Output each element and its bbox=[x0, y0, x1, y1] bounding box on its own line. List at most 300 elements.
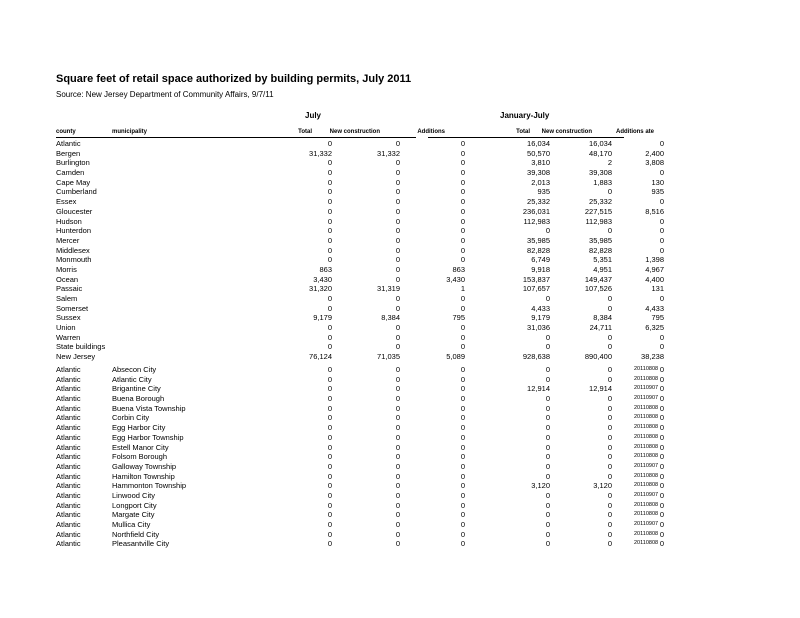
table-cell: 0 bbox=[327, 216, 332, 226]
table-cell: 935 bbox=[537, 187, 550, 197]
table-cell: 0 bbox=[395, 139, 400, 148]
table-cell: 0 bbox=[607, 500, 612, 510]
table-cell: Galloway Township bbox=[112, 461, 177, 471]
col-additions-ytd: Additions ate bbox=[615, 129, 654, 135]
table-cell: Bergen bbox=[56, 148, 81, 158]
table-cell: 20110907 bbox=[634, 395, 659, 402]
source-note: Source: New Jersey Department of Community Affairs, 9/7/11 bbox=[56, 90, 274, 99]
table-cell: 0 bbox=[327, 384, 332, 394]
table-cell: 112,983 bbox=[523, 216, 550, 226]
table-row bbox=[56, 226, 676, 236]
table-row bbox=[56, 462, 676, 472]
table-cell: 0 bbox=[545, 342, 550, 352]
table-cell: 0 bbox=[607, 394, 612, 404]
table-row bbox=[56, 178, 676, 188]
table-cell: 236,031 bbox=[522, 206, 550, 216]
col-total: Total bbox=[298, 129, 312, 135]
table-row bbox=[56, 197, 676, 207]
table-cell: 863 bbox=[319, 264, 332, 274]
col-additions: Additions bbox=[417, 129, 445, 135]
table-cell: 20110907 bbox=[634, 521, 659, 527]
table-cell: 0 bbox=[327, 490, 332, 500]
table-row bbox=[56, 530, 676, 540]
table-row bbox=[56, 323, 676, 333]
table-cell: 0 bbox=[327, 432, 332, 442]
table-cell: Atlantic bbox=[56, 461, 81, 471]
table-cell: Atlantic bbox=[56, 374, 81, 384]
table-cell: 0 bbox=[460, 500, 465, 510]
table-cell: 0 bbox=[460, 197, 465, 207]
table-cell: 0 bbox=[395, 520, 400, 529]
table-cell: 0 bbox=[460, 303, 465, 313]
table-cell: 0 bbox=[460, 294, 465, 303]
table-cell: 8,516 bbox=[645, 206, 664, 216]
table-cell: 0 bbox=[545, 452, 550, 462]
table-cell: 0 bbox=[607, 461, 612, 471]
table-cell: Atlantic bbox=[56, 432, 81, 442]
table-cell: 4,967 bbox=[645, 264, 664, 274]
table-row bbox=[56, 217, 676, 227]
table-cell: 0 bbox=[545, 461, 550, 471]
column-headers bbox=[56, 129, 656, 137]
table-cell: 0 bbox=[395, 226, 400, 236]
table-cell: 0 bbox=[395, 235, 400, 245]
table-cell: 20110808 bbox=[634, 366, 659, 372]
table-cell: 0 bbox=[659, 197, 664, 207]
table-cell: 0 bbox=[395, 303, 400, 313]
table-cell: 0 bbox=[395, 403, 400, 413]
table-cell: 0 bbox=[395, 365, 400, 374]
table-cell: 0 bbox=[460, 226, 465, 236]
table-cell: 20110907 bbox=[634, 491, 659, 498]
table-cell: 0 bbox=[395, 471, 400, 481]
table-cell: 0 bbox=[659, 384, 664, 394]
table-cell: 3,808 bbox=[645, 158, 664, 168]
table-cell: Burlington bbox=[56, 158, 90, 168]
table-cell: 0 bbox=[659, 235, 664, 245]
table-cell: 227,515 bbox=[584, 206, 612, 216]
table-cell: Atlantic bbox=[56, 394, 81, 404]
table-cell: 0 bbox=[607, 520, 612, 529]
table-cell: 0 bbox=[607, 413, 612, 423]
table-cell: 0 bbox=[460, 374, 465, 384]
table-cell: 31,320 bbox=[309, 284, 332, 294]
table-cell: 0 bbox=[659, 510, 664, 520]
table-cell: 0 bbox=[460, 539, 465, 549]
header-rule-july bbox=[56, 137, 416, 138]
table-cell: 0 bbox=[327, 510, 332, 520]
table-cell: 0 bbox=[659, 471, 664, 481]
table-cell: 107,526 bbox=[584, 284, 612, 294]
table-cell: Estell Manor City bbox=[112, 442, 169, 452]
table-cell: Atlantic bbox=[56, 452, 81, 462]
table-cell: 0 bbox=[659, 520, 664, 529]
table-cell: 0 bbox=[545, 529, 550, 539]
table-cell: 35,985 bbox=[527, 235, 550, 245]
table-cell: 0 bbox=[395, 413, 400, 423]
table-cell: Salem bbox=[56, 294, 78, 303]
table-cell: 0 bbox=[327, 235, 332, 245]
table-cell: 0 bbox=[327, 177, 332, 187]
table-cell: 0 bbox=[659, 529, 664, 539]
table-row bbox=[56, 452, 676, 462]
table-cell: 3,430 bbox=[313, 274, 332, 284]
table-cell: 0 bbox=[607, 539, 612, 549]
table-cell: Atlantic bbox=[56, 539, 81, 549]
table-cell: 3,120 bbox=[531, 481, 550, 491]
table-cell: 0 bbox=[607, 452, 612, 462]
table-cell: 0 bbox=[607, 471, 612, 481]
table-cell: 0 bbox=[659, 481, 664, 491]
table-row bbox=[56, 433, 676, 443]
table-cell: 0 bbox=[327, 226, 332, 236]
table-cell: 0 bbox=[460, 365, 465, 374]
table-row bbox=[56, 352, 676, 362]
table-cell: 0 bbox=[607, 529, 612, 539]
table-cell: 0 bbox=[327, 245, 332, 255]
table-cell: 0 bbox=[327, 187, 332, 197]
table-cell: 6,749 bbox=[531, 255, 550, 265]
table-cell: 12,914 bbox=[589, 384, 612, 394]
table-cell: 0 bbox=[659, 539, 664, 549]
table-cell: 3,810 bbox=[531, 158, 550, 168]
table-cell: 0 bbox=[395, 432, 400, 442]
table-cell: 0 bbox=[545, 332, 550, 342]
table-cell: Hammonton Township bbox=[112, 481, 187, 491]
table-cell: Linwood City bbox=[112, 490, 155, 500]
table-cell: 0 bbox=[659, 168, 664, 178]
table-cell: 8,384 bbox=[381, 313, 400, 323]
table-cell: 0 bbox=[659, 216, 664, 226]
table-cell: 0 bbox=[460, 323, 465, 333]
col-total-ytd: Total bbox=[516, 129, 530, 135]
table-cell: 0 bbox=[545, 374, 550, 384]
table-cell: 2 bbox=[607, 158, 612, 168]
table-cell: 0 bbox=[327, 452, 332, 462]
table-cell: 0 bbox=[545, 226, 550, 236]
table-cell: 0 bbox=[659, 294, 664, 303]
table-row bbox=[56, 384, 676, 394]
table-cell: 20110808 bbox=[634, 453, 659, 460]
table-cell: 0 bbox=[327, 529, 332, 539]
table-cell: 0 bbox=[545, 413, 550, 423]
table-cell: Hunterdon bbox=[56, 226, 92, 236]
table-cell: 795 bbox=[452, 313, 465, 323]
table-cell: 0 bbox=[607, 423, 612, 433]
table-cell: 9,179 bbox=[313, 313, 332, 323]
table-cell: Atlantic bbox=[56, 139, 81, 148]
table-cell: 5,351 bbox=[593, 255, 612, 265]
table-cell: 0 bbox=[659, 245, 664, 255]
table-cell: Corbin City bbox=[112, 413, 150, 423]
table-cell: 0 bbox=[460, 384, 465, 394]
table-cell: Atlantic bbox=[56, 384, 81, 394]
table-row bbox=[56, 443, 676, 453]
table-cell: 20110808 bbox=[634, 540, 659, 547]
table-cell: 0 bbox=[545, 432, 550, 442]
table-cell: 0 bbox=[460, 490, 465, 500]
table-cell: 0 bbox=[395, 206, 400, 216]
table-cell: 0 bbox=[460, 461, 465, 471]
table-cell: Atlantic bbox=[56, 500, 81, 510]
table-cell: 0 bbox=[545, 520, 550, 529]
table-cell: Atlantic bbox=[56, 413, 81, 423]
table-cell: 5,089 bbox=[446, 352, 465, 362]
table-cell: 0 bbox=[395, 394, 400, 404]
table-cell: 795 bbox=[651, 313, 664, 323]
table-cell: 50,570 bbox=[527, 148, 550, 158]
table-cell: 0 bbox=[460, 148, 465, 158]
table-cell: Atlantic bbox=[56, 471, 81, 481]
table-row bbox=[56, 158, 676, 168]
table-cell: 0 bbox=[659, 226, 664, 236]
table-cell: 20110808 bbox=[634, 472, 659, 479]
table-cell: 0 bbox=[607, 332, 612, 342]
table-cell: 2,013 bbox=[531, 177, 550, 187]
table-cell: 0 bbox=[460, 168, 465, 178]
table-cell: State buildings bbox=[56, 342, 106, 352]
group-header-jan-july: January-July bbox=[500, 111, 550, 120]
table-cell: 0 bbox=[327, 303, 332, 313]
table-cell: Morris bbox=[56, 264, 77, 274]
table-cell: Warren bbox=[56, 332, 81, 342]
table-cell: Atlantic bbox=[56, 365, 81, 374]
table-cell: 4,433 bbox=[531, 303, 550, 313]
table-cell: 24,711 bbox=[589, 323, 612, 333]
table-cell: Gloucester bbox=[56, 206, 93, 216]
table-row bbox=[56, 284, 676, 294]
table-cell: 0 bbox=[395, 245, 400, 255]
table-cell: 0 bbox=[395, 490, 400, 500]
table-cell: 0 bbox=[395, 158, 400, 168]
table-cell: 0 bbox=[545, 365, 550, 374]
table-cell: 31,036 bbox=[527, 323, 550, 333]
table-cell: 0 bbox=[659, 500, 664, 510]
table-cell: 0 bbox=[460, 235, 465, 245]
table-cell: 0 bbox=[327, 365, 332, 374]
table-cell: 16,034 bbox=[527, 139, 550, 148]
table-cell: 0 bbox=[659, 432, 664, 442]
table-cell: 1,398 bbox=[645, 255, 664, 265]
table-row bbox=[56, 375, 676, 385]
table-cell: Ocean bbox=[56, 274, 79, 284]
table-cell: 20110907 bbox=[634, 462, 659, 469]
table-cell: 0 bbox=[607, 374, 612, 384]
table-cell: Northfield City bbox=[112, 529, 160, 539]
table-row bbox=[56, 246, 676, 256]
table-cell: 0 bbox=[395, 197, 400, 207]
table-row bbox=[56, 168, 676, 178]
table-cell: 0 bbox=[659, 461, 664, 471]
table-cell: 0 bbox=[607, 432, 612, 442]
table-cell: 0 bbox=[395, 177, 400, 187]
table-row bbox=[56, 149, 676, 159]
table-cell: 0 bbox=[327, 394, 332, 404]
table-cell: 20110808 bbox=[634, 375, 659, 382]
table-cell: 0 bbox=[395, 481, 400, 491]
table-cell: 0 bbox=[327, 471, 332, 481]
table-cell: 4,400 bbox=[645, 274, 664, 284]
table-cell: 0 bbox=[460, 187, 465, 197]
table-cell: Somerset bbox=[56, 303, 89, 313]
table-cell: 0 bbox=[607, 303, 612, 313]
table-cell: Atlantic bbox=[56, 529, 81, 539]
table-cell: 0 bbox=[460, 432, 465, 442]
table-cell: 71,035 bbox=[377, 352, 400, 362]
table-row bbox=[56, 501, 676, 511]
table-cell: 20110808 bbox=[634, 424, 659, 431]
table-cell: 0 bbox=[659, 403, 664, 413]
table-cell: 0 bbox=[395, 323, 400, 333]
table-row bbox=[56, 491, 676, 501]
col-municipality: municipality bbox=[112, 129, 148, 135]
table-cell: 130 bbox=[651, 177, 664, 187]
table-cell: 0 bbox=[607, 365, 612, 374]
table-cell: 0 bbox=[327, 461, 332, 471]
table-cell: 1,883 bbox=[593, 177, 612, 187]
table-cell: 0 bbox=[395, 274, 400, 284]
table-cell: 890,400 bbox=[584, 352, 612, 362]
table-cell: Longport City bbox=[112, 500, 157, 510]
table-cell: 0 bbox=[327, 413, 332, 423]
table-cell: 20110808 bbox=[634, 443, 659, 450]
table-cell: 82,828 bbox=[589, 245, 612, 255]
table-cell: 0 bbox=[327, 139, 332, 148]
table-cell: Absecon City bbox=[112, 365, 157, 374]
col-county: county bbox=[56, 129, 76, 135]
table-cell: 25,332 bbox=[527, 197, 550, 207]
table-cell: 0 bbox=[659, 413, 664, 423]
table-cell: 0 bbox=[659, 442, 664, 452]
table-cell: 0 bbox=[327, 520, 332, 529]
table-cell: 20110808 bbox=[634, 501, 659, 508]
table-cell: Atlantic bbox=[56, 423, 81, 433]
table-row bbox=[56, 342, 676, 352]
table-cell: 0 bbox=[545, 539, 550, 549]
table-cell: 35,985 bbox=[589, 235, 612, 245]
table-cell: 0 bbox=[460, 403, 465, 413]
table-row bbox=[56, 313, 676, 323]
table-cell: 0 bbox=[327, 332, 332, 342]
table-cell: Union bbox=[56, 323, 76, 333]
table-cell: 0 bbox=[460, 413, 465, 423]
table-cell: 0 bbox=[327, 374, 332, 384]
table-row bbox=[56, 294, 676, 304]
table-cell: 0 bbox=[327, 255, 332, 265]
table-cell: Passaic bbox=[56, 284, 83, 294]
table-cell: 0 bbox=[607, 294, 612, 303]
table-cell: 0 bbox=[327, 294, 332, 303]
table-row bbox=[56, 275, 676, 285]
table-row bbox=[56, 304, 676, 314]
table-cell: 0 bbox=[395, 332, 400, 342]
table-cell: 0 bbox=[607, 187, 612, 197]
table-cell: 0 bbox=[395, 529, 400, 539]
table-cell: 31,332 bbox=[309, 148, 332, 158]
table-cell: 25,332 bbox=[589, 197, 612, 207]
table-cell: Monmouth bbox=[56, 255, 92, 265]
table-cell: 0 bbox=[460, 394, 465, 404]
table-cell: 0 bbox=[327, 403, 332, 413]
table-cell: 0 bbox=[659, 139, 664, 148]
table-row bbox=[56, 481, 676, 491]
table-cell: 0 bbox=[395, 500, 400, 510]
table-cell: 0 bbox=[460, 206, 465, 216]
table-cell: 0 bbox=[327, 342, 332, 352]
table-cell: 20110808 bbox=[634, 530, 659, 537]
table-cell: 0 bbox=[545, 294, 550, 303]
table-cell: 0 bbox=[327, 481, 332, 491]
table-cell: 863 bbox=[452, 264, 465, 274]
table-cell: 3,430 bbox=[446, 274, 465, 284]
table-row bbox=[56, 520, 676, 530]
table-cell: 82,828 bbox=[527, 245, 550, 255]
table-cell: 107,657 bbox=[522, 284, 550, 294]
table-cell: 0 bbox=[327, 500, 332, 510]
table-cell: 48,170 bbox=[589, 148, 612, 158]
table-cell: 0 bbox=[545, 471, 550, 481]
table-cell: 31,332 bbox=[377, 148, 400, 158]
table-cell: 12,914 bbox=[527, 384, 550, 394]
table-cell: Atlantic bbox=[56, 481, 81, 491]
table-cell: 76,124 bbox=[309, 352, 332, 362]
table-cell: 0 bbox=[460, 139, 465, 148]
table-cell: 0 bbox=[395, 187, 400, 197]
table-cell: 0 bbox=[395, 510, 400, 520]
table-cell: 0 bbox=[460, 423, 465, 433]
table-cell: 928,638 bbox=[522, 352, 550, 362]
table-cell: 0 bbox=[395, 452, 400, 462]
table-row bbox=[56, 394, 676, 404]
table-cell: 0 bbox=[659, 365, 664, 374]
table-cell: 0 bbox=[460, 177, 465, 187]
table-cell: 0 bbox=[395, 342, 400, 352]
table-cell: Cumberland bbox=[56, 187, 97, 197]
table-row bbox=[56, 404, 676, 414]
table-cell: 0 bbox=[607, 490, 612, 500]
table-cell: Mullica City bbox=[112, 520, 151, 529]
table-cell: Atlantic bbox=[56, 442, 81, 452]
table-cell: 39,308 bbox=[589, 168, 612, 178]
table-row bbox=[56, 539, 676, 549]
table-row bbox=[56, 510, 676, 520]
table-cell: 0 bbox=[460, 342, 465, 352]
table-cell: Brigantine City bbox=[112, 384, 161, 394]
table-cell: 0 bbox=[607, 342, 612, 352]
table-cell: 8,384 bbox=[593, 313, 612, 323]
table-cell: 2,400 bbox=[645, 148, 664, 158]
table-cell: 0 bbox=[545, 394, 550, 404]
table-cell: 20110808 bbox=[634, 433, 659, 440]
table-cell: 0 bbox=[327, 168, 332, 178]
table-cell: 153,837 bbox=[522, 274, 550, 284]
table-row bbox=[56, 255, 676, 265]
table-cell: 0 bbox=[460, 471, 465, 481]
table-cell: 0 bbox=[545, 500, 550, 510]
table-cell: Folsom Borough bbox=[112, 452, 168, 462]
municipality-table bbox=[56, 365, 676, 549]
table-cell: 0 bbox=[460, 510, 465, 520]
table-cell: 0 bbox=[460, 520, 465, 529]
table-cell: 31,319 bbox=[377, 284, 400, 294]
table-cell: 0 bbox=[460, 332, 465, 342]
table-cell: 0 bbox=[607, 510, 612, 520]
table-cell: 0 bbox=[395, 461, 400, 471]
table-cell: Atlantic bbox=[56, 520, 81, 529]
table-cell: 0 bbox=[395, 216, 400, 226]
table-cell: 6,325 bbox=[645, 323, 664, 333]
table-cell: 0 bbox=[659, 423, 664, 433]
